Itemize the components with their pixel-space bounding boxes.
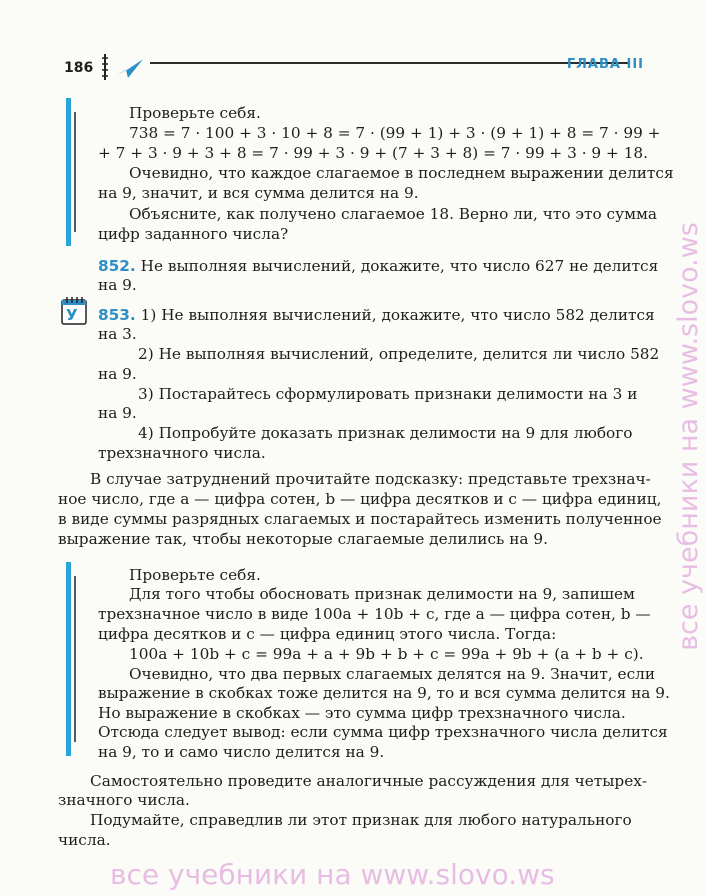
exercise-853-line-5: на 9. (98, 404, 137, 422)
vertical-watermark-text: все учебники на www.slovo.ws (672, 221, 704, 651)
exercise-853-text: 1) Не выполняя вычислений, докажите, что число 582 делится (140, 306, 655, 324)
outro-line-3: числа. (58, 831, 111, 849)
vertical-watermark (670, 96, 706, 776)
exercise-852-line-1: на 9. (98, 276, 137, 294)
exercise-853-number: 853. (98, 306, 136, 324)
block2-line-9: на 9, то и само число делится на 9. (98, 743, 385, 761)
chapter-title: ГЛАВА III (566, 57, 644, 72)
block1-line-1: 738 = 7 · 100 + 3 · 10 + 8 = 7 · (99 + 1) + 3 · (9 + 1) + 8 = 7 · 99 + (129, 124, 661, 142)
check-block-1-bar-thin (74, 112, 76, 232)
block1-line-0: Проверьте себя. (129, 104, 261, 122)
block2-line-2: трехзначное число в виде 100a + 10b + c, где a — цифра сотен, b — (98, 605, 651, 623)
check-block-2-bar (66, 562, 71, 756)
exercise-853-line-1: на 3. (98, 325, 137, 343)
block1-line-6: цифр заданного числа? (98, 225, 289, 243)
block2-line-0: Проверьте себя. (129, 566, 261, 584)
block1-line-4: на 9, значит, и вся сумма делится на 9. (98, 184, 419, 202)
exercise-852-text: Не выполняя вычислений, докажите, что число 627 не делится (140, 257, 659, 275)
exercise-852-number: 852. (98, 257, 136, 275)
exercise-853-line-6: 4) Попробуйте доказать признак делимости на 9 для любого (138, 424, 633, 442)
hint-line-2: в виде суммы разрядных слагаемых и постарайтесь изменить полученное (58, 510, 662, 528)
bottom-watermark: все учебники на www.slovo.ws (110, 858, 555, 891)
exercise-852-line-0 (98, 257, 658, 276)
block2-line-5: Очевидно, что два первых слагаемых делятся на 9. Значит, если (129, 665, 656, 683)
hint-line-3: выражение так, чтобы некоторые слагаемые делились на 9. (58, 530, 549, 548)
block2-line-8: Отсюда следует вывод: если сумма цифр трехзначного числа делится (98, 723, 668, 741)
check-block-2-bar-thin (74, 576, 76, 742)
block1-line-2: + 7 + 3 · 9 + 3 + 8 = 7 · 99 + 3 · 9 + (7 + 3 + 8) = 7 · 99 + 3 · 9 + 18. (98, 144, 649, 162)
exercise-853-line-3: на 9. (98, 365, 137, 383)
block2-line-6: выражение в скобках тоже делится на 9, то и вся сумма делится на 9. (98, 684, 670, 702)
check-block-1-bar (66, 98, 71, 246)
block1-line-5: Объясните, как получено слагаемое 18. Верно ли, что это сумма (129, 205, 658, 223)
exercise-853-line-0 (98, 306, 655, 325)
exercise-853-line-2: 2) Не выполняя вычислений, определите, делится ли число 582 (138, 345, 660, 363)
hint-line-1: ное число, где a — цифра сотен, b — цифра десятков и c — цифра единиц, (58, 490, 662, 508)
outro-line-2: Подумайте, справедлив ли этот признак для любого натурального (90, 811, 632, 829)
block2-formula: 100a + 10b + c = 99a + a + 9b + b + c = 99a + 9b + (a + b + c). (129, 645, 644, 663)
outro-line-1: значного числа. (58, 791, 190, 809)
block2-line-3: цифра десятков и c — цифра единиц этого числа. Тогда: (98, 625, 557, 643)
block2-line-1: Для того чтобы обосновать признак делимости на 9, запишем (129, 585, 635, 603)
page-number: 186 (64, 60, 94, 76)
hint-line-0: В случае затруднений прочитайте подсказку: представьте трехзнач- (90, 470, 651, 488)
block1-line-3: Очевидно, что каждое слагаемое в последнем выражении делится (129, 164, 674, 182)
spiral-arrow-icon (98, 52, 148, 82)
notepad-u-letter: У (66, 306, 78, 324)
exercise-853-line-4: 3) Постарайтесь сформулировать признаки делимости на 3 и (138, 385, 638, 403)
exercise-853-line-7: трехзначного числа. (98, 444, 266, 462)
block2-line-7: Но выражение в скобках — это сумма цифр трехзначного числа. (98, 704, 626, 722)
outro-line-0: Самостоятельно проведите аналогичные рассуждения для четырех- (90, 772, 648, 790)
header-rule (150, 62, 630, 64)
